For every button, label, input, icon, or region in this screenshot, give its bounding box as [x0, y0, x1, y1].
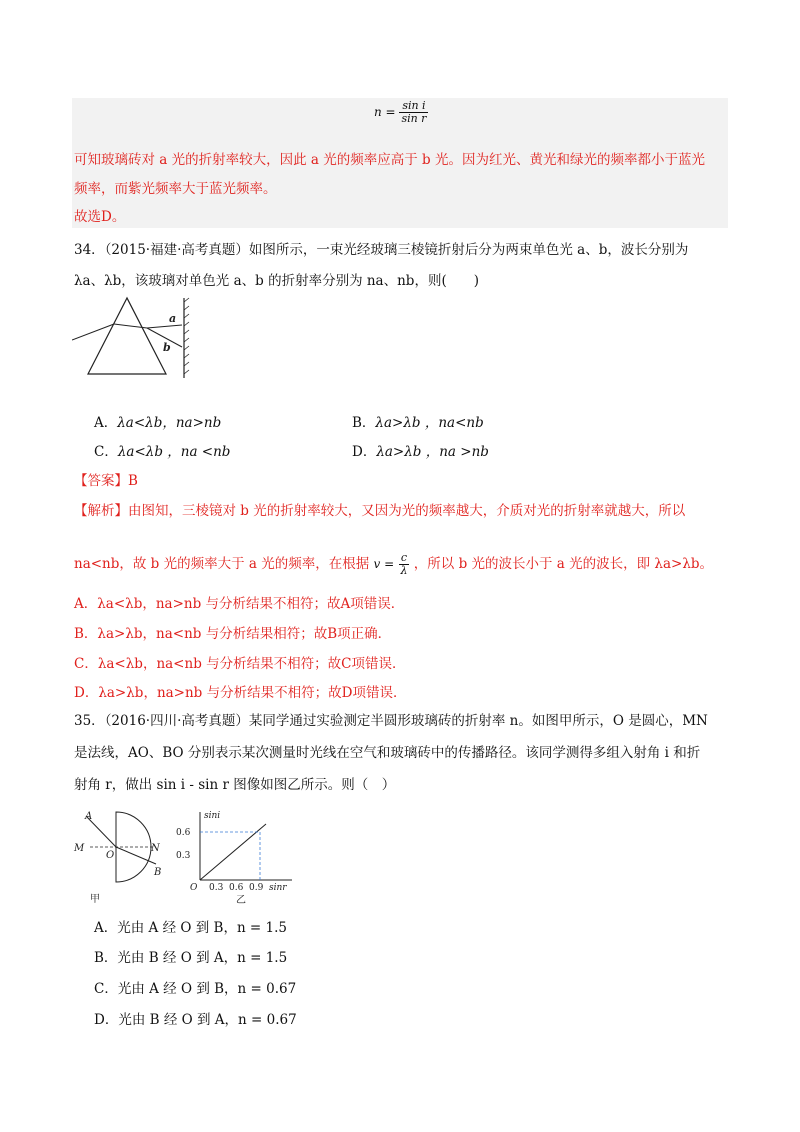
q35-stem-line-1 [74, 711, 708, 731]
inner-ray [114, 324, 147, 328]
label-N: N [151, 843, 160, 854]
ray-a [147, 325, 182, 328]
y-axis-label: sini [204, 811, 221, 821]
question-text: 某同学通过实验测定半圆形玻璃砖的折射率 n。如图甲所示，O 是圆心，MN [248, 713, 708, 729]
label-B: B [154, 867, 162, 878]
formula-denominator: sin r [401, 112, 427, 125]
formula-lhs: n = [374, 105, 396, 119]
x-axis-label: sinr [269, 883, 287, 893]
incident-ray [72, 324, 114, 340]
q34-analysis-line-1 [74, 501, 685, 521]
semicircle-figure [72, 806, 172, 906]
x-tick-0.6: 0.6 [229, 883, 244, 893]
label-M: M [74, 843, 85, 854]
q35-stem-line-2: 是法线，AO、BO 分别表示某次测量时光线在空气和玻璃砖中的传播路径。该同学测得多组入射角 i 和折 [74, 745, 701, 761]
y-tick-0.6: 0.6 [176, 828, 191, 838]
sin-graph-figure [172, 808, 312, 908]
x-tick-0.9: 0.9 [249, 883, 264, 893]
prev-solution-line-1: 可知玻璃砖对 a 光的折射率较大，因此 a 光的频率应高于 b 光。因为红光、黄光和绿光的频率都小于蓝光 [74, 152, 705, 168]
q34-option-d[interactable]: D．λa>λb ，na >nb [352, 444, 489, 460]
q35-option-c[interactable]: C．光由 A 经 O 到 B，n = 0.67 [94, 981, 297, 997]
q34-check-c: C．λa<λb，na<nb 与分析结果不相符；故C项错误． [74, 656, 406, 672]
data-line [200, 824, 266, 880]
answer-tag: 【答案】 [74, 473, 128, 489]
x-tick-0.3: 0.3 [209, 883, 224, 893]
y-tick-0.3: 0.3 [176, 851, 191, 861]
q34-stem-line-1 [74, 240, 688, 260]
prism-triangle [88, 298, 166, 374]
q34-answer [74, 471, 138, 491]
q34-analysis-line-2: na<nb，故 b 光的频率大于 a 光的频率，在根据 v = $\frac{c}{\lambda}$ ，所以 b 光的波长小于 a 光的波长，即 λa>λb。 [74, 551, 714, 577]
q35-option-a[interactable]: A．光由 A 经 O 到 B，n = 1.5 [94, 920, 288, 936]
q34-check-d: D．λa>λb，na>nb 与分析结果不相符；故D项错误． [74, 685, 407, 701]
analysis-tag: 【解析】 [74, 503, 128, 519]
prev-solution-line-2: 频率，而紫光频率大于蓝光频率。 [74, 181, 277, 197]
q35-stem-line-3: 射角 r，做出 sin i - sin r 图像如图乙所示。则（ ） [74, 777, 396, 793]
origin-label: O [190, 883, 198, 893]
screen-hatching [184, 298, 189, 374]
q34-check-b: B．λa>λb，na<nb 与分析结果相符；故B项正确． [74, 626, 392, 642]
q34-option-c[interactable]: C．λa<λb ，na <nb [94, 444, 231, 460]
question-source: （2016·四川·高考真题） [104, 713, 249, 729]
prev-solution-line-3: 故选D。 [74, 209, 126, 225]
prism-figure [72, 292, 192, 382]
q34-check-a: A．λa<λb，na>nb 与分析结果不相符；故A项错误． [74, 596, 405, 612]
label-a: a [169, 312, 177, 325]
question-source: （2015·福建·高考真题） [104, 242, 249, 258]
q35-option-b[interactable]: B．光由 B 经 O 到 A，n = 1.5 [94, 950, 288, 966]
question-number: 35． [74, 713, 105, 729]
answer-value: B [128, 473, 138, 489]
formula-numerator: sin i [399, 100, 428, 113]
label-b: b [163, 341, 171, 354]
q34-option-a[interactable]: A．λa<λb，na>nb [94, 415, 222, 431]
question-number: 34． [74, 242, 105, 258]
wave-formula: v = $\frac{c}{\lambda}$ [373, 551, 408, 577]
analysis-text: 由图知，三棱镜对 b 光的折射率较大，又因为光的频率越大，介质对光的折射率就越大，所以 [128, 503, 686, 519]
formula-fraction [399, 100, 428, 125]
q35-option-d[interactable]: D．光由 B 经 O 到 A，n = 0.67 [94, 1012, 297, 1028]
q34-stem-line-2: λa、λb，该玻璃对单色光 a、b 的折射率分别为 na、nb，则( ) [74, 273, 479, 289]
caption-jia: 甲 [90, 894, 100, 905]
label-O: O [106, 850, 115, 861]
question-text: 如图所示，一束光经玻璃三棱镜折射后分为两束单色光 a、b，波长分别为 [248, 242, 689, 258]
refraction-formula [374, 100, 428, 125]
q34-option-b[interactable]: B．λa>λb ，na<nb [352, 415, 484, 431]
caption-yi: 乙 [236, 895, 246, 906]
label-A: A [85, 811, 93, 822]
